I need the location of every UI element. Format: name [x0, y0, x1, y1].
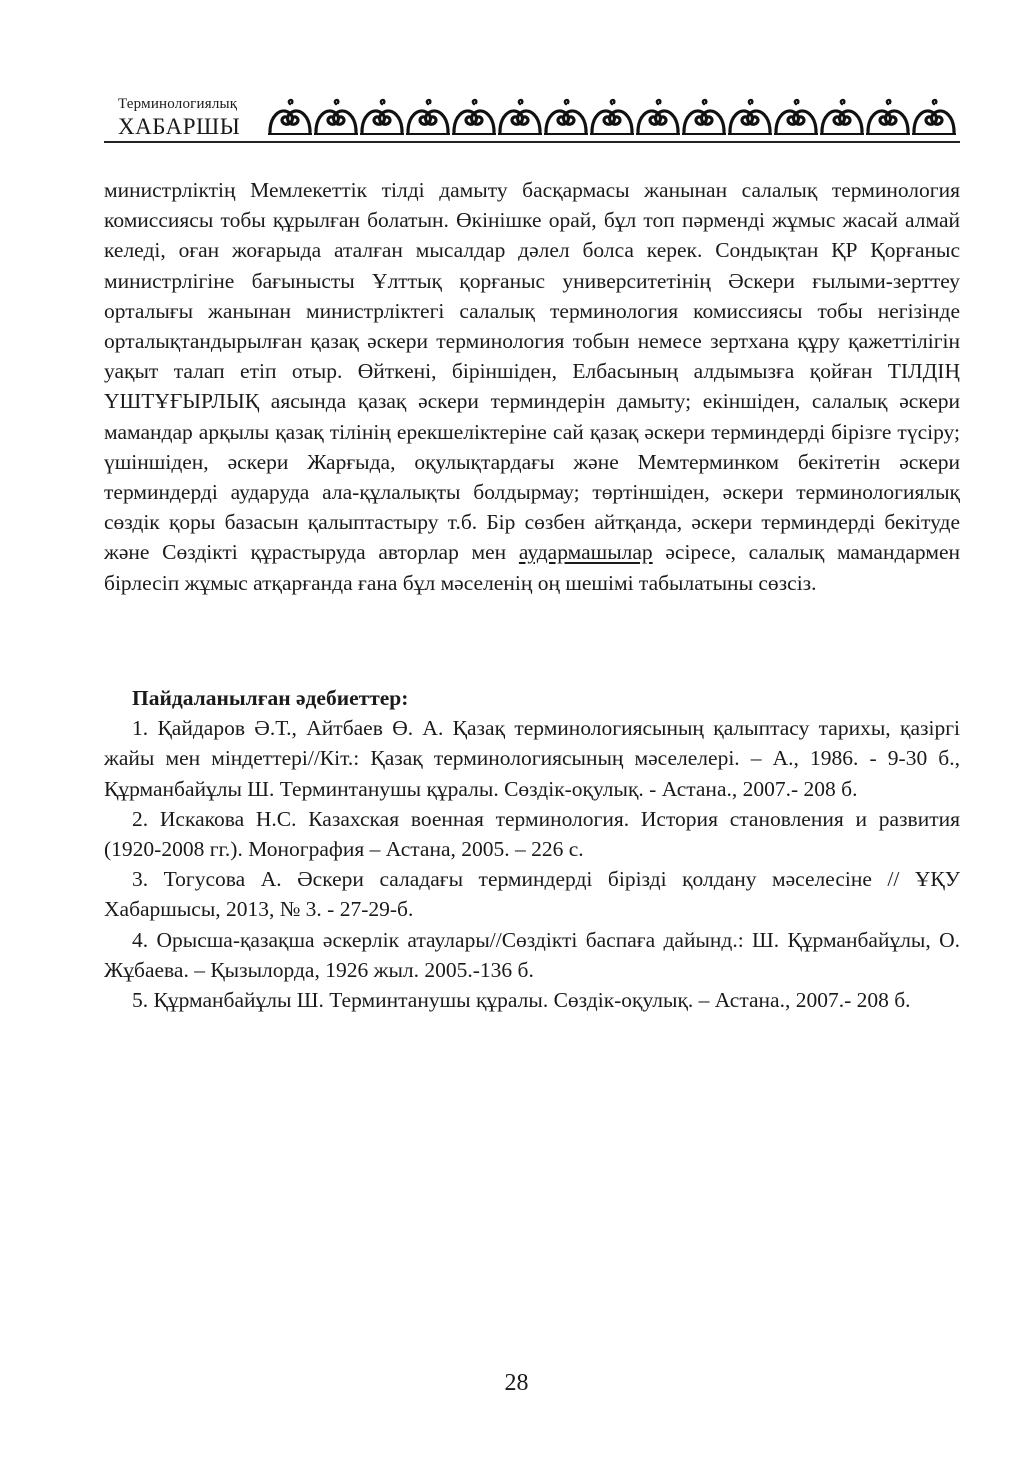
- references-section: [104, 683, 960, 1015]
- header-divider: [104, 141, 960, 143]
- running-header: [104, 96, 960, 146]
- page-number: 28: [504, 1370, 529, 1396]
- journal-name-small: Терминологиялық: [118, 96, 238, 112]
- paragraph-text: министрліктің Мемлекеттік тілді дамыту басқармасы жанынан салалық терминология комиссиясы тобы құрылған болатын. Өкінішке орай, бұл топ пәрменді жұмыс жасай алмай келеді, оған жоғарыда аталған мысалдар дәлел болса керек. Сондықтан ҚР Қорғаныс министрлігіне бағынысты Ұлттық қорғаныс университетінің Әскери ғылыми-зерттеу орталығы жанынан министрліктегі салалық терминология комиссиясы тобы негізінде орталықтандырылған қазақ әскери терминология тобын немесе зертхана құру қажеттілігін уақыт талап етіп отыр. Өйткені, біріншіден, Елбасының алдымызға қойған ТІЛДІҢ ҮШТҰҒЫРЛЫҚ аясында қазақ әскери терминдерін дамыту; екіншіден, салалық әскери мамандар арқылы қазақ тілінің ерекшеліктеріне сай қазақ әскери терминдерді бірізге түсіру; үшіншіден, әскери Жарғыда, оқулықтардағы және Мемтерминком бекітетін әскери терминдерді аударуда ала-құлалықты болдырмау; төртіншіден, әскери терминологиялық сөздік қоры базасын қалыптастыру т.б. Бір сөзбен айтқанда, әскери терминдерді бекітуде және Сөздікті құрастыруда авторлар мен: [104, 178, 960, 565]
- reference-item: 5. Құрманбайұлы Ш. Терминтанушы құралы. Сөздік-оқулық. – Астана., 2007.- 208 б.: [132, 988, 911, 1013]
- kazakh-ornament-icon: [266, 98, 958, 138]
- body-paragraph: [104, 175, 960, 598]
- journal-name-large: ХАБАРШЫ: [118, 114, 241, 139]
- underlined-word: аудармашылар: [518, 540, 653, 565]
- reference-item: 4. Орысша-қазақша әскерлік атаулары//Сөздікті баспаға дайынд.: Ш. Құрманбайұлы, О. Жұбаева. – Қызылорда, 1926 жыл. 2005.-136 б.: [104, 927, 960, 982]
- reference-item: 2. Искакова Н.С. Казахская военная терминология. История становления и развития (1920-2008 гг.). Монография – Астана, 2005. – 226 с.: [104, 806, 960, 862]
- reference-item: 1. Қайдаров Ә.Т., Айтбаев Ө. А. Қазақ терминологиясының қалыптасу тарихы, қазіргі жайы мен міндеттері//Кіт.: Қазақ терминологиясының мәселелері. – А., 1986. - 9-30 б., Құрманбайұлы Ш. Терминтанушы құралы. Сөздік-оқулық. - Астана., 2007.- 208 б.: [104, 716, 960, 801]
- reference-item: 3. Тогусова А. Әскери саладағы терминдерді бірізді қолдану мәселесіне // ҰҚУ Хабаршысы, 2013, № 3. - 27-29-б.: [104, 867, 960, 922]
- references-title: Пайдаланылған әдебиеттер:: [132, 686, 409, 710]
- paragraph-text-end: әсіресе, салалық мамандармен бірлесіп жұмыс атқарғанда ғана бұл мәселенің оң шешімі табылатыны сөзсіз.: [104, 540, 961, 595]
